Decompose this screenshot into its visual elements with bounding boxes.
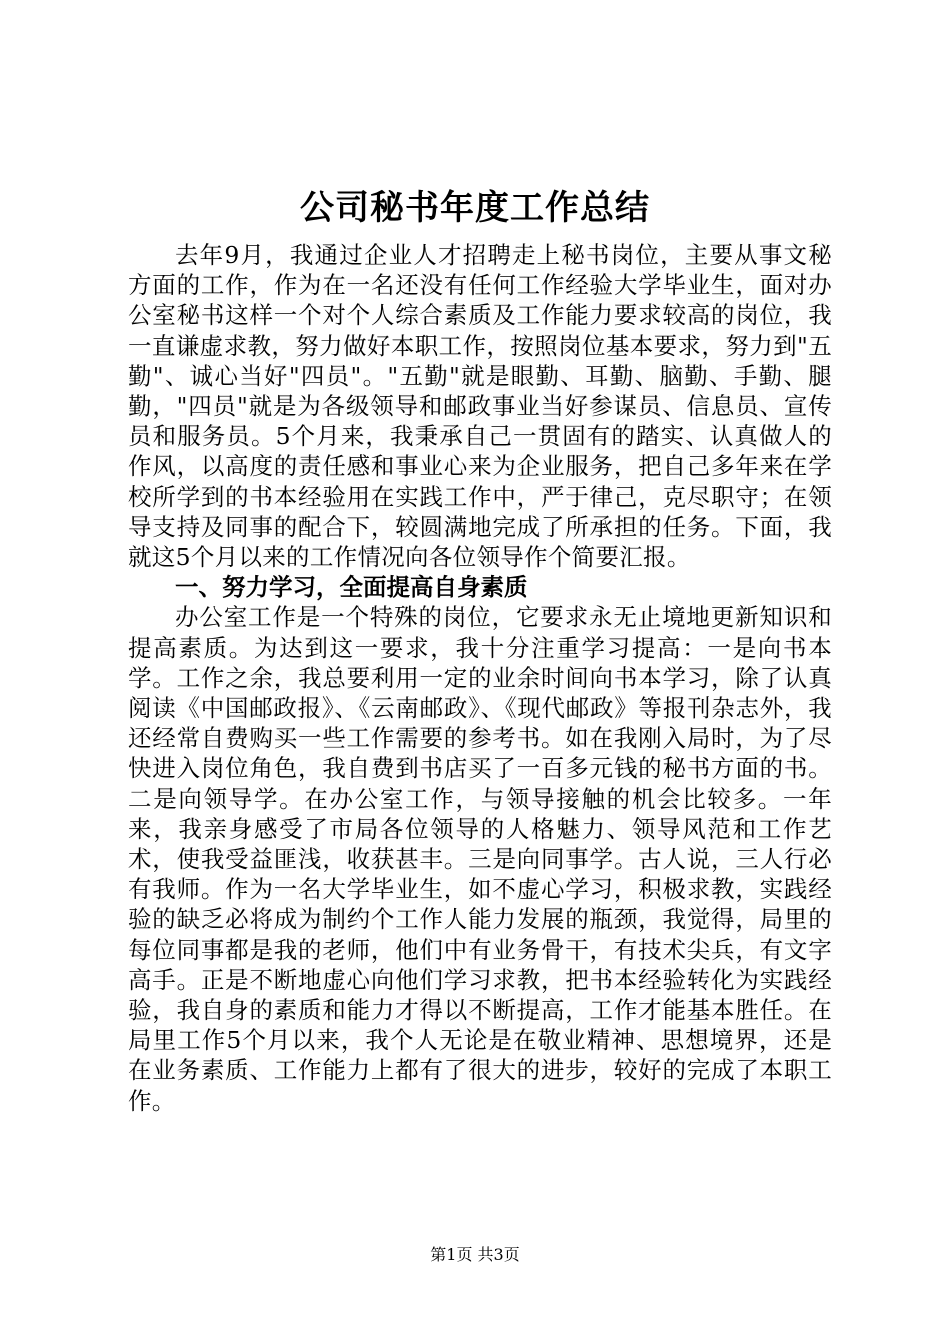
paragraph-intro: 去年9月，我通过企业人才招聘走上秘书岗位，主要从事文秘方面的工作，作为在一名还没有任何工作经验大学毕业生，面对办公室秘书这样一个对个人综合素质及工作能力要求较高的岗位，我一直谦虚求教，努力做好本职工作，按照岗位基本要求，努力到"五勤"、诚心当好"四员"。"五勤"就是眼勤、耳勤、脑勤、手勤、腿勤，"四员"就是为各级领导和邮政事业当好参谋员、信息员、宣传员和服务员。5个月来，我秉承自己一贯固有的踏实、认真做人的作风，以高度的责任感和事业心来为企业服务，把自己多年来在学校所学到的书本经验用在实践工作中，严于律己，克尽职守；在领导支持及同事的配合下，较圆满地完成了所承担的任务。下面，我就这5个月以来的工作情况向各位领导作个简要汇报。: [128, 241, 832, 572]
document-body: [128, 240, 832, 1116]
page-footer: 第1页 共3页: [430, 1245, 520, 1264]
section-heading-1: 一、努力学习，全面提高自身素质: [175, 573, 528, 602]
paragraph-study: 办公室工作是一个特殊的岗位，它要求永无止境地更新知识和提高素质。为达到这一要求，我十分注重学习提高：一是向书本学。工作之余，我总要利用一定的业余时间向书本学习，除了认真阅读《中国邮政报》、《云南邮政》、《现代邮政》等报刊杂志外，我还经常自费购买一些工作需要的参考书。如在我刚入局时，为了尽快进入岗位角色，我自费到书店买了一百多元钱的秘书方面的书。二是向领导学。在办公室工作，与领导接触的机会比较多。一年来，我亲身感受了市局各位领导的人格魅力、领导风范和工作艺术，使我受益匪浅，收获甚丰。三是向同事学。古人说，三人行必有我师。作为一名大学毕业生，如不虚心学习，积极求教，实践经验的缺乏必将成为制约个工作人能力发展的瓶颈，我觉得，局里的每位同事都是我的老师，他们中有业务骨干，有技术尖兵，有文字高手。正是不断地虚心向他们学习求教，把书本经验转化为实践经验，我自身的素质和能力才得以不断提高，工作才能基本胜任。在局里工作5个月以来，我个人无论是在敬业精神、思想境界，还是在业务素质、工作能力上都有了很大的进步，较好的完成了本职工作。: [128, 603, 832, 1115]
document-title: 公司秘书年度工作总结: [300, 188, 650, 228]
